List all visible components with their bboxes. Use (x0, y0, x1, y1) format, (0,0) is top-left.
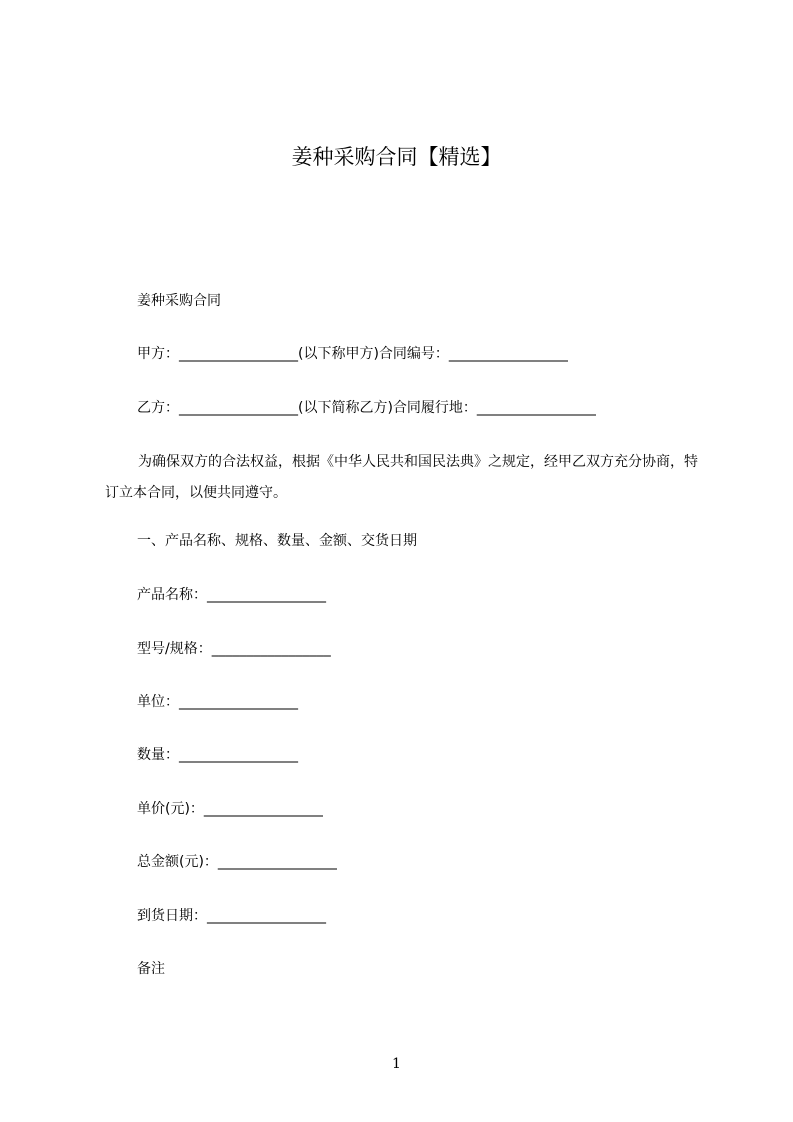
contract-heading: 姜种采购合同 (137, 293, 221, 309)
model-spec-field: 型号/规格：_________________ (137, 641, 331, 657)
unit-price-field: 单价(元)：_________________ (137, 801, 323, 817)
section-1-title: 一、产品名称、规格、数量、金额、交货日期 (137, 533, 417, 549)
document-title: 姜种采购合同【精选】 (291, 145, 502, 169)
page-number: 1 (392, 1056, 401, 1072)
product-name-field: 产品名称：_________________ (137, 587, 326, 603)
party-b-line: 乙方：_________________(以下简称乙方)合同履行地：_________________ (137, 400, 596, 416)
remarks-label: 备注 (137, 961, 165, 977)
preamble-paragraph: 为确保双方的合法权益，根据《中华人民共和国民法典》之规定，经甲乙双方充分协商，特订立本合同，以便共同遵守。 (105, 454, 698, 501)
quantity-field: 数量：_________________ (137, 747, 298, 763)
party-a-line: 甲方：_________________(以下称甲方)合同编号：_________________ (137, 346, 568, 362)
unit-field: 单位：_________________ (137, 694, 298, 710)
delivery-date-field: 到货日期：_________________ (137, 908, 326, 924)
total-amount-field: 总金额(元)：_________________ (137, 854, 337, 870)
